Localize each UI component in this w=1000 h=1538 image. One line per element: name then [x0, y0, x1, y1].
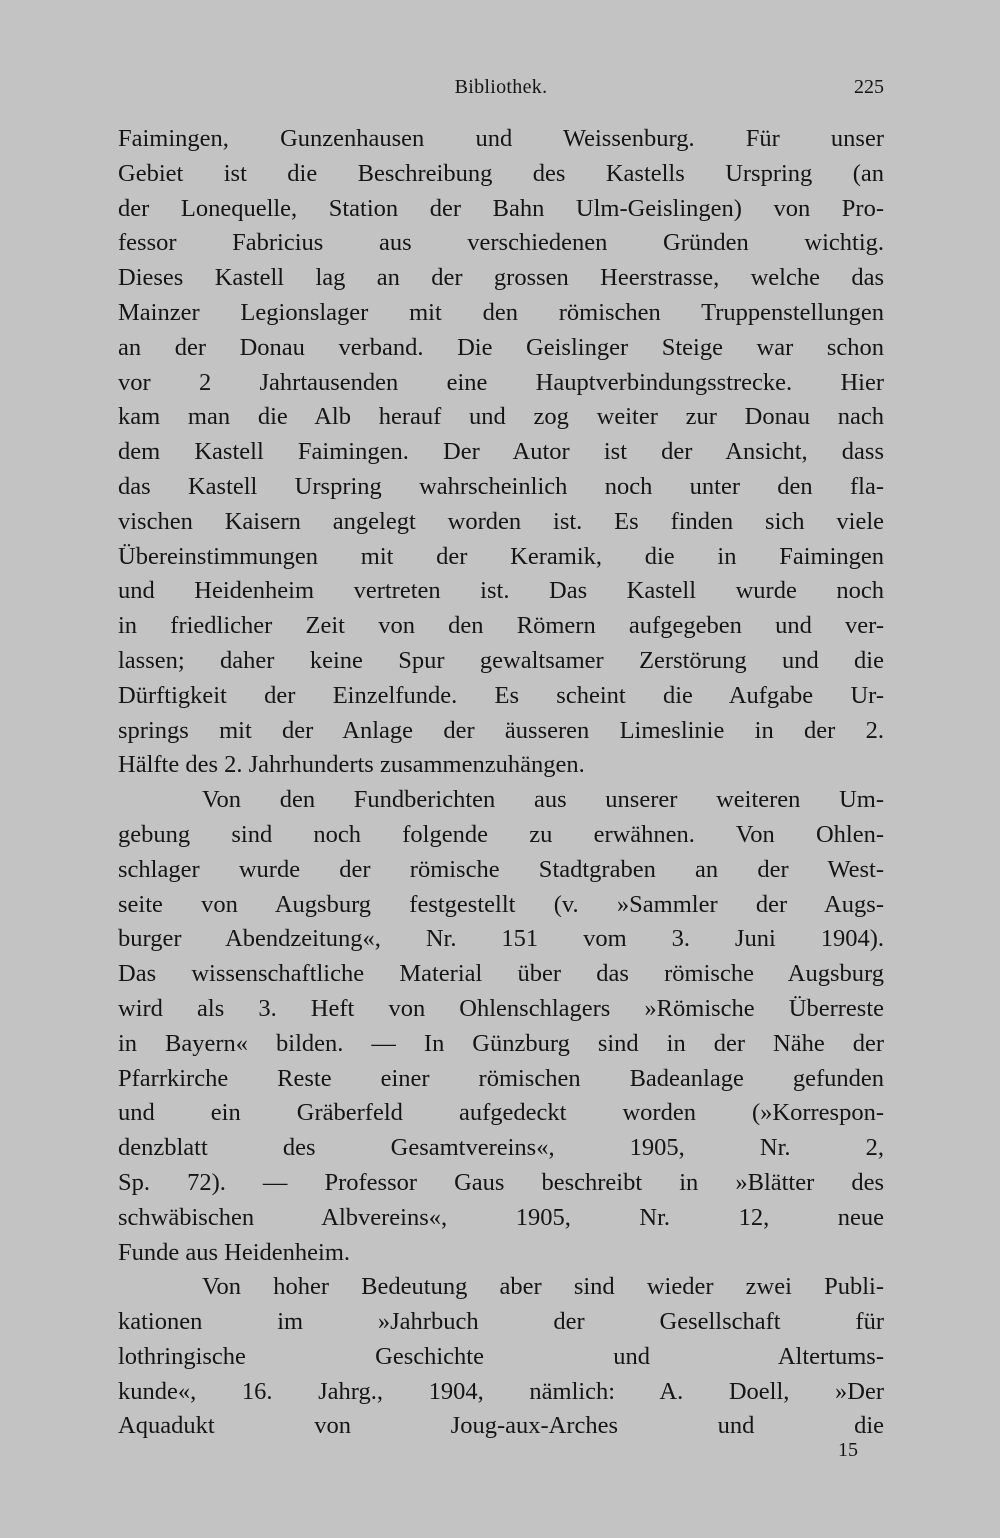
text-line: und Heidenheim vertreten ist. Das Kastell wurde noch	[118, 577, 884, 605]
text-line: das Kastell Urspring wahrscheinlich noch unter den fla-	[118, 472, 884, 500]
text-line: schlager wurde der römische Stadtgraben an der West-	[118, 855, 884, 883]
text-line: kam man die Alb herauf und zog weiter zur Donau nach	[118, 403, 884, 431]
text-line: Sp. 72). — Professor Gaus beschreibt in »Blätter des	[118, 1168, 884, 1196]
running-title: Bibliothek.	[454, 76, 548, 98]
text-line: wird als 3. Heft von Ohlenschlagers »Römische Überreste	[118, 994, 884, 1022]
text-line: dem Kastell Faimingen. Der Autor ist der Ansicht, dass	[118, 438, 884, 466]
text-line: Von den Fundberichten aus unserer weiteren Um-	[202, 786, 884, 814]
text-line: denzblatt des Gesamtvereins«, 1905, Nr. 2,	[118, 1134, 884, 1162]
text-line: burger Abendzeitung«, Nr. 151 vom 3. Juni 1904).	[118, 925, 884, 953]
text-line: Aquadukt von Joug-aux-Arches und die	[118, 1412, 884, 1440]
text-line: Dieses Kastell lag an der grossen Heerstrasse, welche das	[118, 264, 884, 292]
text-line: Das wissenschaftliche Material über das römische Augsburg	[118, 960, 884, 988]
text-line: gebung sind noch folgende zu erwähnen. Von Ohlen-	[118, 820, 884, 848]
text-line: an der Donau verband. Die Geislinger Steige war schon	[118, 333, 884, 361]
text-line: lassen; daher keine Spur gewaltsamer Zerstörung und die	[118, 646, 884, 674]
text-line: Hälfte des 2. Jahrhunderts zusammenzuhängen.	[118, 751, 585, 779]
text-line: Mainzer Legionslager mit den römischen Truppenstellungen	[118, 298, 884, 326]
printer-signature-mark: 15	[838, 1439, 858, 1461]
text-line: Faimingen, Gunzenhausen und Weissenburg. Für unser	[118, 125, 884, 152]
text-line: vischen Kaisern angelegt worden ist. Es finden sich viele	[118, 507, 884, 535]
text-line: der Lonequelle, Station der Bahn Ulm-Geislingen) von Pro-	[118, 194, 884, 222]
text-line: Funde aus Heidenheim.	[118, 1238, 351, 1266]
text-line: kunde«, 16. Jahrg., 1904, nämlich: A. Doell, »Der	[118, 1377, 884, 1405]
text-line: in friedlicher Zeit von den Römern aufgegeben und ver-	[118, 612, 884, 640]
text-line: Von hoher Bedeutung aber sind wieder zwei Publi-	[202, 1273, 884, 1301]
text-line: lothringische Geschichte und Altertums-	[118, 1342, 884, 1370]
body-text	[118, 122, 884, 1444]
text-line: schwäbischen Albvereins«, 1905, Nr. 12, neue	[118, 1203, 884, 1231]
text-line: springs mit der Anlage der äusseren Limeslinie in der 2.	[118, 716, 884, 744]
page-number: 225	[854, 76, 884, 98]
running-head	[118, 72, 884, 102]
text-line: Übereinstimmungen mit der Keramik, die in Faimingen	[118, 542, 884, 570]
text-line: und ein Gräberfeld aufgedeckt worden (»Korrespon-	[118, 1099, 884, 1127]
text-line: Dürftigkeit der Einzelfunde. Es scheint die Aufgabe Ur-	[118, 681, 884, 709]
text-line: kationen im »Jahrbuch der Gesellschaft für	[118, 1308, 884, 1336]
text-line: seite von Augsburg festgestellt (v. »Sammler der Augs-	[118, 890, 884, 918]
text-line: fessor Fabricius aus verschiedenen Gründen wichtig.	[118, 229, 884, 257]
text-line: vor 2 Jahrtausenden eine Hauptverbindungsstrecke. Hier	[118, 368, 884, 396]
text-line: Gebiet ist die Beschreibung des Kastells Urspring (an	[118, 159, 884, 187]
text-line: Pfarrkirche Reste einer römischen Badeanlage gefunden	[118, 1064, 884, 1092]
text-line: in Bayern« bilden. — In Günzburg sind in der Nähe der	[118, 1029, 884, 1057]
